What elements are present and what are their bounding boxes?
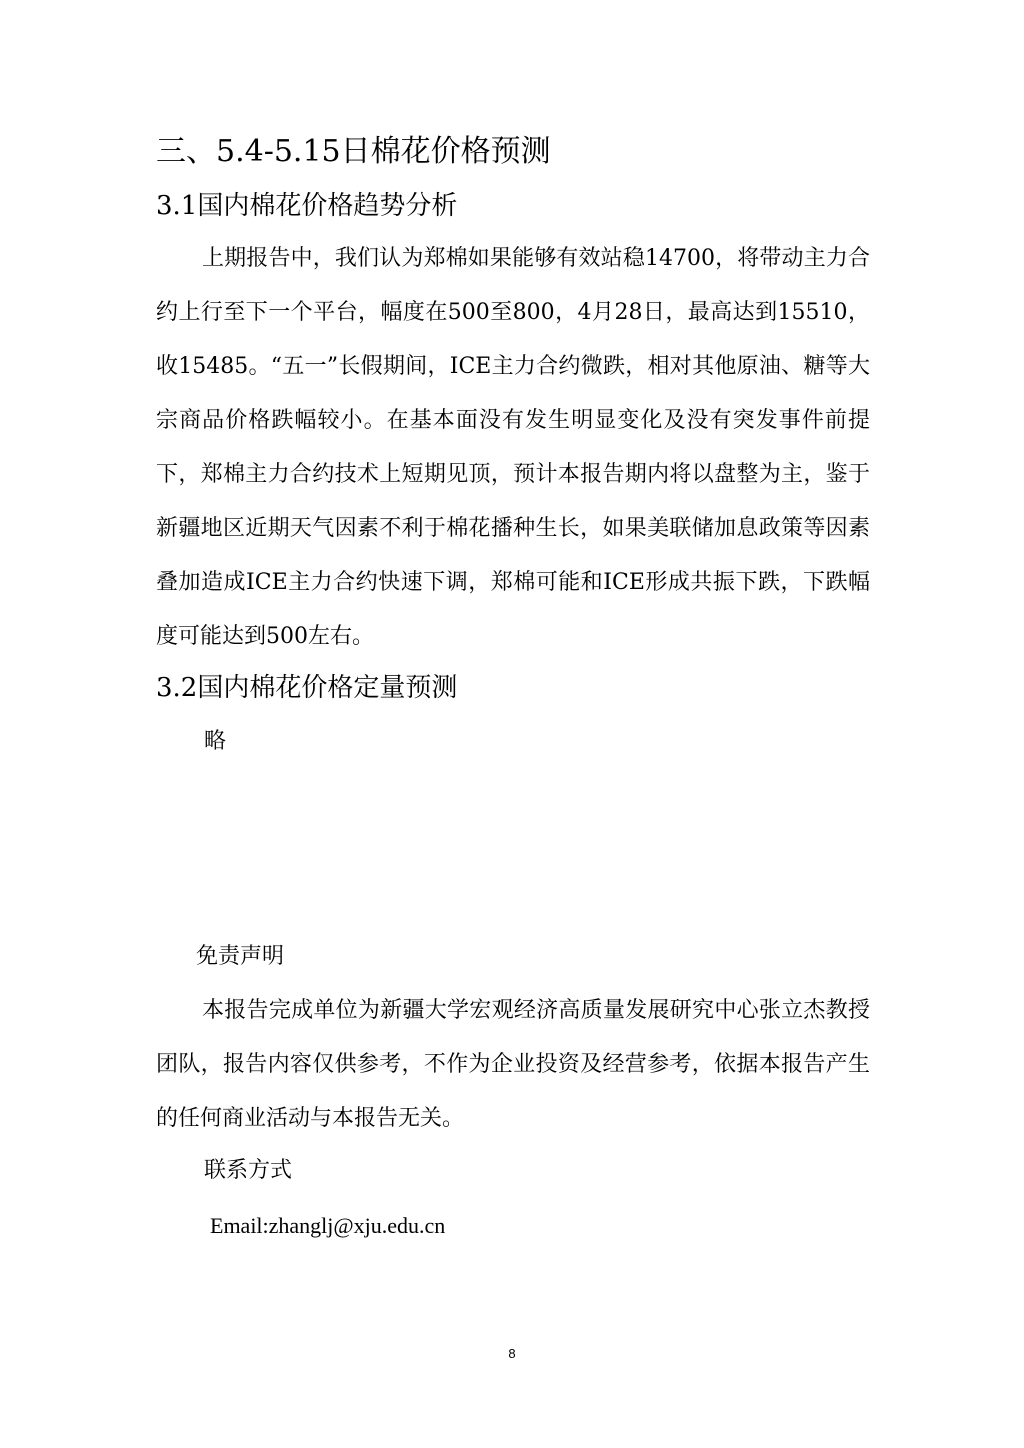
disclaimer-title: 免责声明 <box>196 944 285 969</box>
subsection-heading-trend-analysis: 3.1国内棉花价格趋势分析 <box>156 191 458 221</box>
section-heading: 三、5.4-5.15日棉花价格预测 <box>156 134 551 169</box>
quantitative-forecast-text: 略 <box>204 729 227 754</box>
contact-email[interactable]: Email:zhanglj@xju.edu.cn <box>210 1213 446 1238</box>
disclaimer-paragraph: 本报告完成单位为新疆大学宏观经济高质量发展研究中心张立杰教授团队，报告内容仅供参考，不作为企业投资及经营参考，依据本报告产生的任何商业活动与本报告无关。 <box>156 998 870 1131</box>
subsection-heading-quantitative-forecast: 3.2国内棉花价格定量预测 <box>156 673 458 703</box>
contact-title: 联系方式 <box>204 1158 293 1183</box>
page-number: 8 <box>508 1346 516 1361</box>
trend-analysis-paragraph: 上期报告中，我们认为郑棉如果能够有效站稳14700，将带动主力合约上行至下一个平台，幅度在500至800，4月28日，最高达到15510，收15485。“五一”长假期间，ICE主力合约微跌，相对其他原油、糖等大宗商品价格跌幅较小。在基本面没有发生明显变化及没有突发事件前提下，郑棉主力合约技术上短期见顶，预计本报告期内将以盘整为主，鉴于新疆地区近期天气因素不利于棉花播种生长，如果美联储加息政策等因素叠加造成ICE主力合约快速下调，郑棉可能和ICE形成共振下跌，下跌幅度可能达到500左右。 <box>156 246 870 649</box>
